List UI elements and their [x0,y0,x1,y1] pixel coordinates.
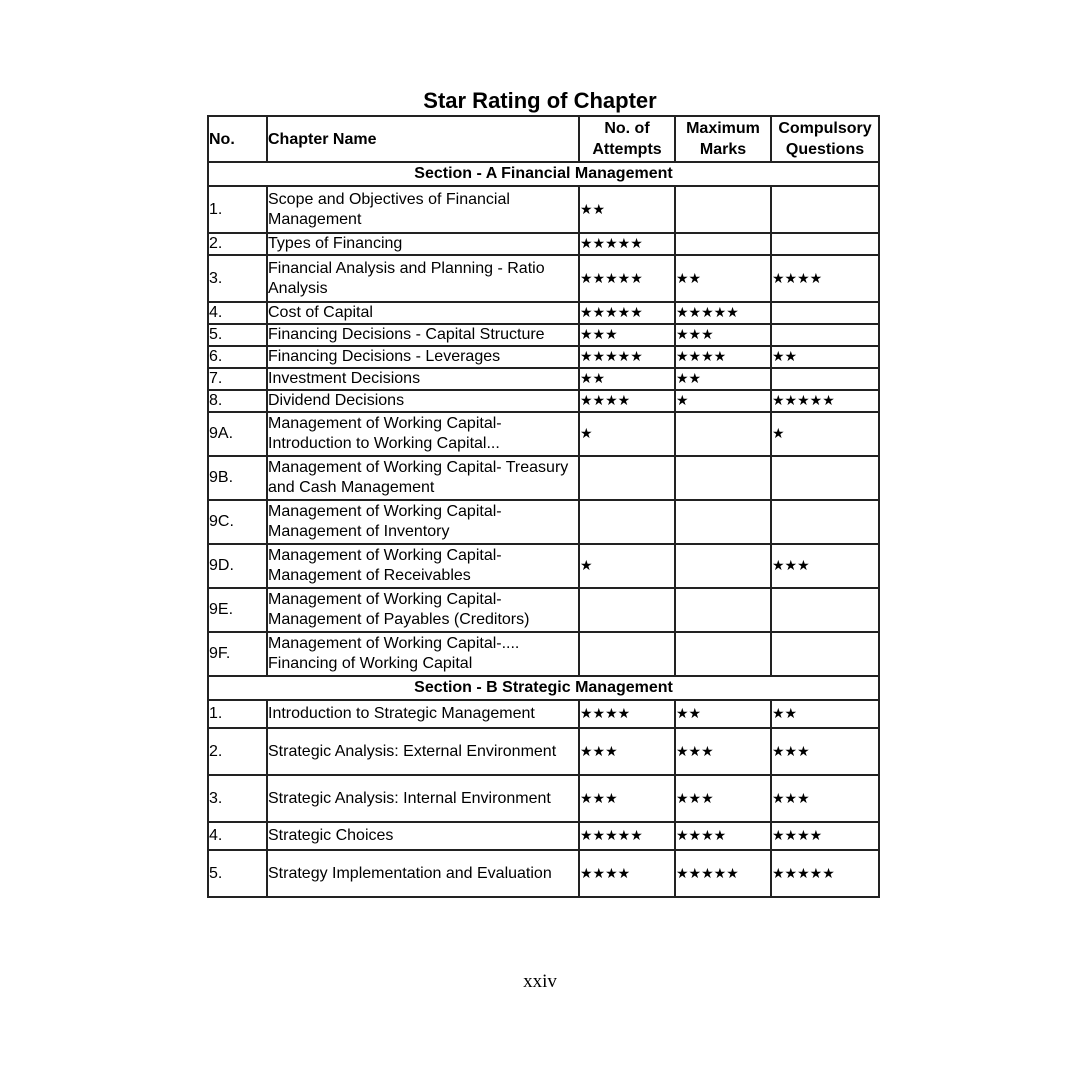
chapter-name: Introduction to Strategic Management [267,700,579,728]
table-row [208,588,879,632]
chapter-number: 1. [208,700,267,728]
compulsory-rating [771,368,879,390]
header-no: No. [208,116,267,162]
chapter-name: Management of Working Capital- Management of Payables (Creditors) [267,588,579,632]
chapter-number: 4. [208,822,267,850]
chapter-name: Scope and Objectives of Financial Management [267,186,579,233]
attempts-rating: ★★ [579,368,675,390]
compulsory-rating [771,456,879,500]
marks-rating [675,456,771,500]
marks-rating: ★★★★★ [675,302,771,324]
chapter-name: Strategy Implementation and Evaluation [267,850,579,897]
marks-rating [675,233,771,255]
compulsory-rating [771,186,879,233]
attempts-rating: ★★★★ [579,850,675,897]
header-max-marks [675,116,771,162]
compulsory-rating: ★★★ [771,544,879,588]
attempts-rating: ★★★ [579,728,675,775]
section-heading: Section - A Financial Management [208,162,879,186]
attempts-rating: ★★★★★ [579,822,675,850]
table-row [208,324,879,346]
table-row [208,632,879,676]
compulsory-rating: ★★★ [771,775,879,822]
marks-rating: ★★★★★ [675,850,771,897]
table-row [208,544,879,588]
chapter-name: Management of Working Capital- Management of Receivables [267,544,579,588]
table-row [208,822,879,850]
attempts-rating: ★★★★ [579,700,675,728]
compulsory-rating [771,324,879,346]
table-row [208,302,879,324]
compulsory-rating [771,233,879,255]
table-row [208,255,879,302]
attempts-rating: ★★ [579,186,675,233]
marks-rating: ★★★★ [675,346,771,368]
attempts-rating [579,632,675,676]
compulsory-rating: ★ [771,412,879,456]
table-row [208,368,879,390]
page-title: Star Rating of Chapter [423,88,657,113]
chapter-number: 2. [208,233,267,255]
chapter-name: Management of Working Capital- Introduction to Working Capital... [267,412,579,456]
table-body [208,162,879,897]
chapter-number: 5. [208,324,267,346]
table-row [208,186,879,233]
header-compulsory [771,116,879,162]
chapter-name: Financing Decisions - Capital Structure [267,324,579,346]
marks-rating [675,588,771,632]
compulsory-rating: ★★★★★ [771,850,879,897]
attempts-rating: ★ [579,412,675,456]
chapter-number: 9B. [208,456,267,500]
table-row [208,233,879,255]
attempts-rating [579,456,675,500]
chapter-number: 7. [208,368,267,390]
chapter-name: Dividend Decisions [267,390,579,412]
section-heading: Section - B Strategic Management [208,676,879,700]
marks-rating: ★★ [675,368,771,390]
compulsory-rating: ★★★★ [771,255,879,302]
chapter-name: Management of Working Capital-.... Financing of Working Capital [267,632,579,676]
attempts-rating: ★★★★★ [579,255,675,302]
table-row [208,390,879,412]
chapter-name: Financial Analysis and Planning - Ratio Analysis [267,255,579,302]
chapter-name: Cost of Capital [267,302,579,324]
table-row [208,775,879,822]
marks-rating [675,544,771,588]
table-header-row [208,116,879,162]
header-max-line1: Maximum [686,120,760,137]
compulsory-rating [771,632,879,676]
chapter-name: Investment Decisions [267,368,579,390]
attempts-rating: ★★★ [579,775,675,822]
chapter-name: Management of Working Capital- Management of Inventory [267,500,579,544]
chapter-name: Management of Working Capital- Treasury and Cash Management [267,456,579,500]
compulsory-rating: ★★ [771,346,879,368]
chapter-number: 4. [208,302,267,324]
header-chapter-name: Chapter Name [267,116,579,162]
table-row [208,850,879,897]
chapter-number: 5. [208,850,267,897]
marks-rating [675,412,771,456]
table-row [208,500,879,544]
chapter-name: Strategic Analysis: External Environment [267,728,579,775]
chapter-number: 3. [208,255,267,302]
attempts-rating [579,588,675,632]
table-row [208,700,879,728]
header-max-line2: Marks [699,141,747,158]
marks-rating: ★★★ [675,324,771,346]
chapter-number: 2. [208,728,267,775]
attempts-rating: ★★★★★ [579,302,675,324]
compulsory-rating: ★★★★ [771,822,879,850]
page-number: xxiv [523,971,557,992]
compulsory-rating [771,302,879,324]
compulsory-rating: ★★★ [771,728,879,775]
chapter-number: 9D. [208,544,267,588]
chapter-number: 9E. [208,588,267,632]
section-heading-row [208,162,879,186]
chapter-number: 9F. [208,632,267,676]
header-comp-line2: Questions [785,141,865,158]
chapter-number: 8. [208,390,267,412]
chapter-name: Types of Financing [267,233,579,255]
marks-rating [675,632,771,676]
marks-rating: ★★★ [675,728,771,775]
chapter-number: 6. [208,346,267,368]
header-attempts-line1: No. of [604,120,650,137]
attempts-rating: ★ [579,544,675,588]
table-row [208,456,879,500]
header-attempts [579,116,675,162]
attempts-rating: ★★★ [579,324,675,346]
marks-rating: ★★ [675,700,771,728]
marks-rating: ★ [675,390,771,412]
attempts-rating: ★★★★★ [579,346,675,368]
header-attempts-line2: Attempts [592,141,662,158]
compulsory-rating: ★★★★★ [771,390,879,412]
chapter-name: Strategic Choices [267,822,579,850]
star-rating-table [207,115,880,898]
section-heading-row [208,676,879,700]
attempts-rating [579,500,675,544]
table-row [208,728,879,775]
marks-rating: ★★★★ [675,822,771,850]
chapter-number: 3. [208,775,267,822]
attempts-rating: ★★★★ [579,390,675,412]
compulsory-rating [771,500,879,544]
chapter-number: 1. [208,186,267,233]
compulsory-rating [771,588,879,632]
marks-rating [675,186,771,233]
table-row [208,412,879,456]
chapter-number: 9A. [208,412,267,456]
table-row [208,346,879,368]
chapter-name: Strategic Analysis: Internal Environment [267,775,579,822]
chapter-name: Financing Decisions - Leverages [267,346,579,368]
marks-rating: ★★ [675,255,771,302]
marks-rating [675,500,771,544]
compulsory-rating: ★★ [771,700,879,728]
header-comp-line1: Compulsory [778,120,872,137]
marks-rating: ★★★ [675,775,771,822]
chapter-number: 9C. [208,500,267,544]
attempts-rating: ★★★★★ [579,233,675,255]
